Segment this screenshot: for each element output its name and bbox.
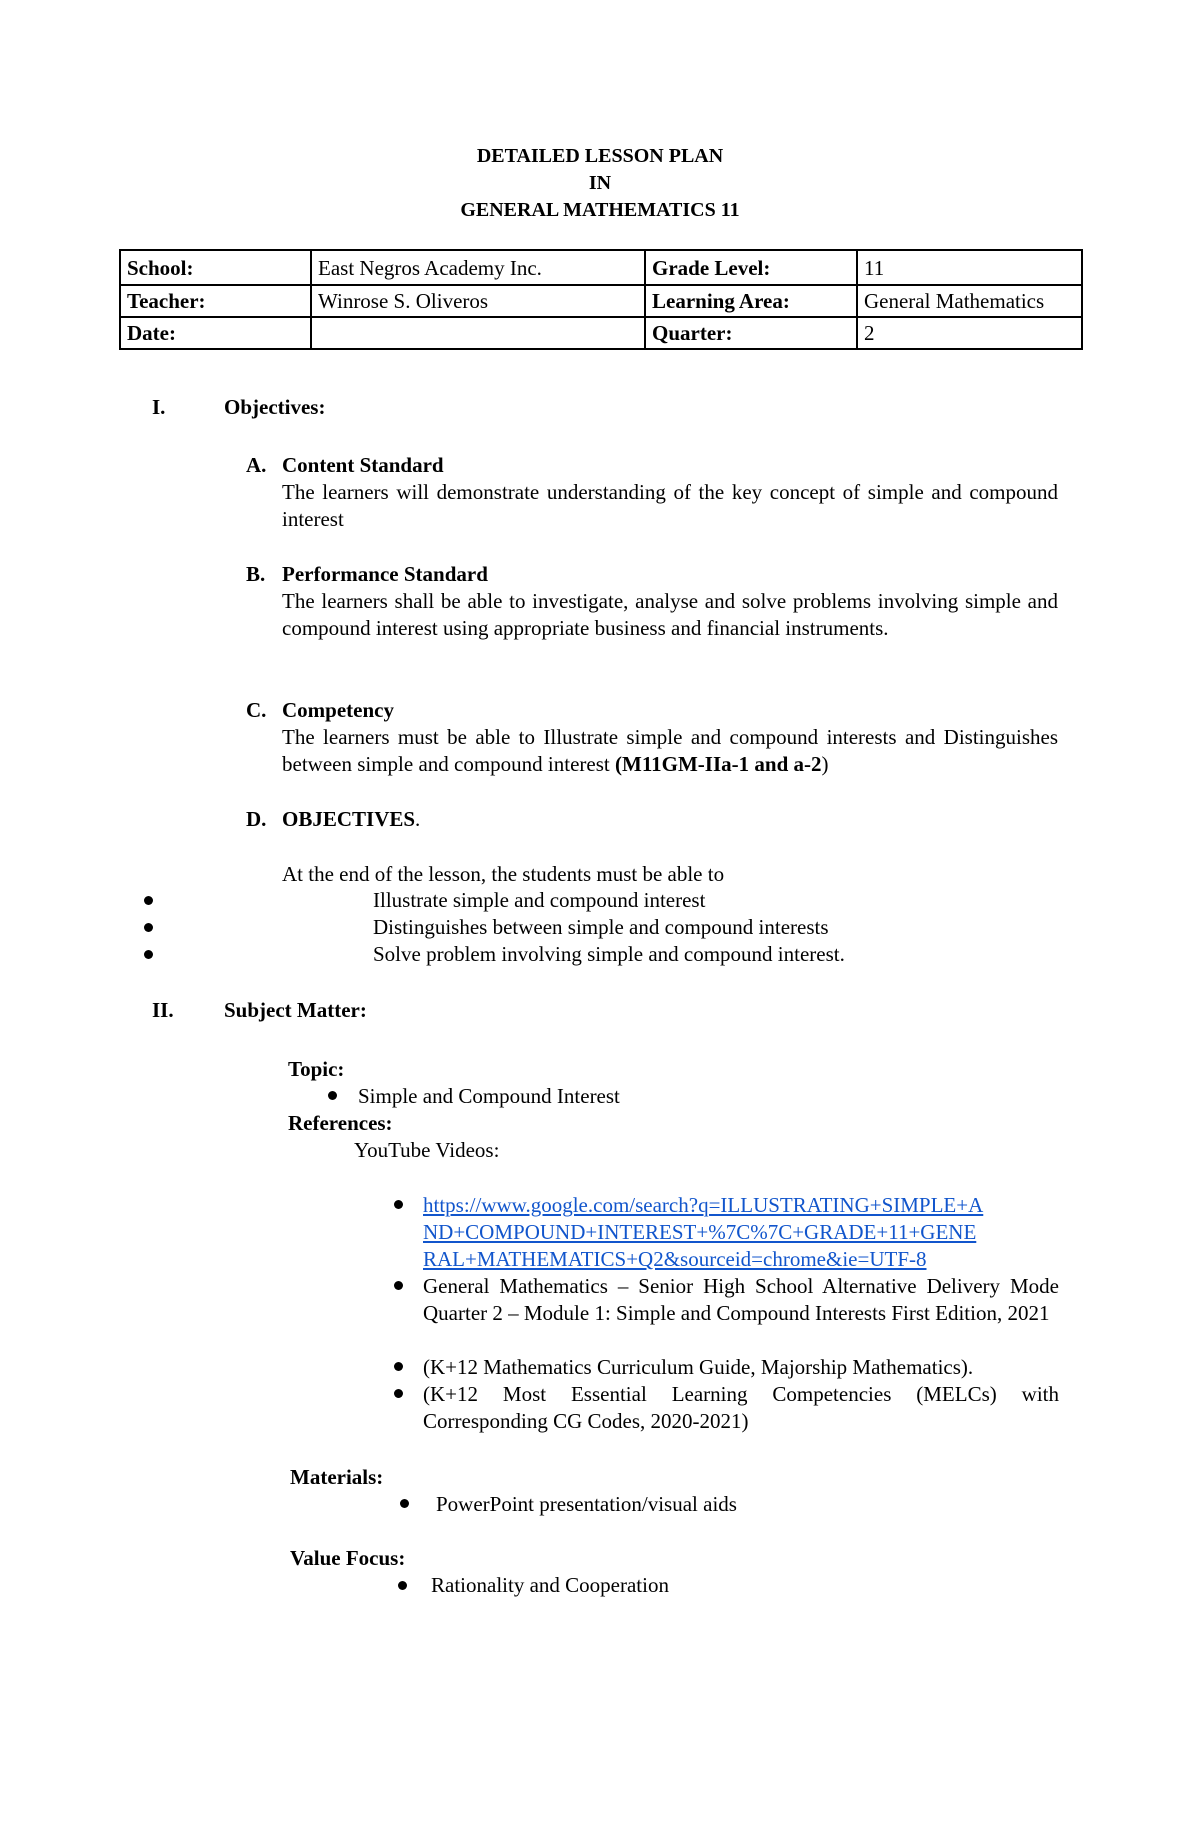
link-line[interactable]: https://www.google.com/search?q=ILLUSTRATING+SIMPLE+A xyxy=(423,1193,984,1217)
title-line-3: GENERAL MATHEMATICS 11 xyxy=(460,199,740,221)
item-d-letter: D. xyxy=(246,807,267,831)
topic-label: Topic: xyxy=(288,1057,345,1081)
table-row xyxy=(120,250,1082,285)
competency-heading: Competency xyxy=(282,698,394,722)
topic-item: Simple and Compound Interest xyxy=(358,1084,620,1108)
bullet-icon xyxy=(394,1200,403,1209)
quarter-value: 2 xyxy=(857,317,1082,349)
materials-label: Materials: xyxy=(290,1465,384,1489)
date-label: Date: xyxy=(120,317,311,349)
materials-item: PowerPoint presentation/visual aids xyxy=(436,1492,737,1516)
bullet-icon xyxy=(394,1389,403,1398)
learning-area-value: General Mathematics xyxy=(857,285,1082,317)
competency-close: ) xyxy=(821,752,829,776)
competency-text-block xyxy=(282,724,1058,778)
performance-standard-heading: Performance Standard xyxy=(282,562,488,586)
bullet-icon xyxy=(394,1281,403,1290)
school-label: School: xyxy=(120,250,311,285)
section-2-numeral: II. xyxy=(152,998,174,1022)
title-line-2: IN xyxy=(588,172,612,194)
learning-area-label: Learning Area: xyxy=(645,285,857,317)
section-1-title: Objectives: xyxy=(224,395,326,419)
table-row xyxy=(120,317,1082,349)
title-line-1: DETAILED LESSON PLAN xyxy=(476,145,724,167)
teacher-value: Winrose S. Oliveros xyxy=(311,285,645,317)
value-focus-label: Value Focus: xyxy=(290,1546,406,1570)
bullet-icon xyxy=(398,1581,407,1590)
references-label: References: xyxy=(288,1111,393,1135)
bullet-icon xyxy=(394,1362,403,1371)
reference-item: (K+12 Most Essential Learning Competencies (MELCs) with Corresponding CG Codes, 2020-2021) xyxy=(423,1382,1059,1433)
item-b-letter: B. xyxy=(246,562,266,586)
objective-item: Distinguishes between simple and compound interests xyxy=(373,915,829,939)
link-line[interactable]: RAL+MATHEMATICS+Q2&sourceid=chrome&ie=UTF-8 xyxy=(423,1247,927,1271)
info-table xyxy=(119,249,1083,350)
bullet-icon xyxy=(144,950,153,959)
content-standard-text: The learners will demonstrate understanding of the key concept of simple and compound interest xyxy=(282,480,1058,531)
performance-standard-text: The learners shall be able to investigate, analyse and solve problems involving simple and compound interest using appropriate business and financial instruments. xyxy=(282,589,1058,640)
objectives-heading: OBJECTIVES xyxy=(282,807,416,831)
content-standard-heading: Content Standard xyxy=(282,453,444,477)
reference-item: (K+12 Mathematics Curriculum Guide, Majorship Mathematics). xyxy=(423,1355,974,1379)
item-c-letter: C. xyxy=(246,698,267,722)
youtube-label: YouTube Videos: xyxy=(354,1138,500,1162)
bullet-icon xyxy=(328,1091,337,1100)
date-value xyxy=(311,317,645,349)
reference-item: General Mathematics – Senior High School Alternative Delivery Mode Quarter 2 – Module 1: Simple and Compound Interests First Edition, 2021 xyxy=(423,1274,1059,1325)
competency-code: (M11GM-IIa-1 and a-2 xyxy=(615,752,822,776)
competency-text: The learners must be able to Illustrate simple and compound interests and Distinguishes between simple and compound interest xyxy=(282,725,1058,776)
grade-level-value: 11 xyxy=(857,250,1082,285)
section-2-title: Subject Matter: xyxy=(224,998,367,1022)
school-value: East Negros Academy Inc. xyxy=(311,250,645,285)
item-a-letter: A. xyxy=(246,453,267,477)
objective-item: Illustrate simple and compound interest xyxy=(373,888,706,912)
objectives-intro: At the end of the lesson, the students must be able to xyxy=(282,862,725,886)
document-title xyxy=(0,143,1200,224)
table-row xyxy=(120,285,1082,317)
objectives-heading-block xyxy=(282,806,420,833)
reference-link[interactable] xyxy=(423,1192,983,1273)
bullet-icon xyxy=(144,896,153,905)
bullet-icon xyxy=(400,1499,409,1508)
section-1-numeral: I. xyxy=(152,395,166,419)
teacher-label: Teacher: xyxy=(120,285,311,317)
objective-item: Solve problem involving simple and compound interest. xyxy=(373,942,845,966)
value-focus-item: Rationality and Cooperation xyxy=(431,1573,669,1597)
objectives-period: . xyxy=(415,807,421,831)
quarter-label: Quarter: xyxy=(645,317,857,349)
bullet-icon xyxy=(144,923,153,932)
grade-level-label: Grade Level: xyxy=(645,250,857,285)
link-line[interactable]: ND+COMPOUND+INTEREST+%7C%7C+GRADE+11+GENE xyxy=(423,1220,977,1244)
